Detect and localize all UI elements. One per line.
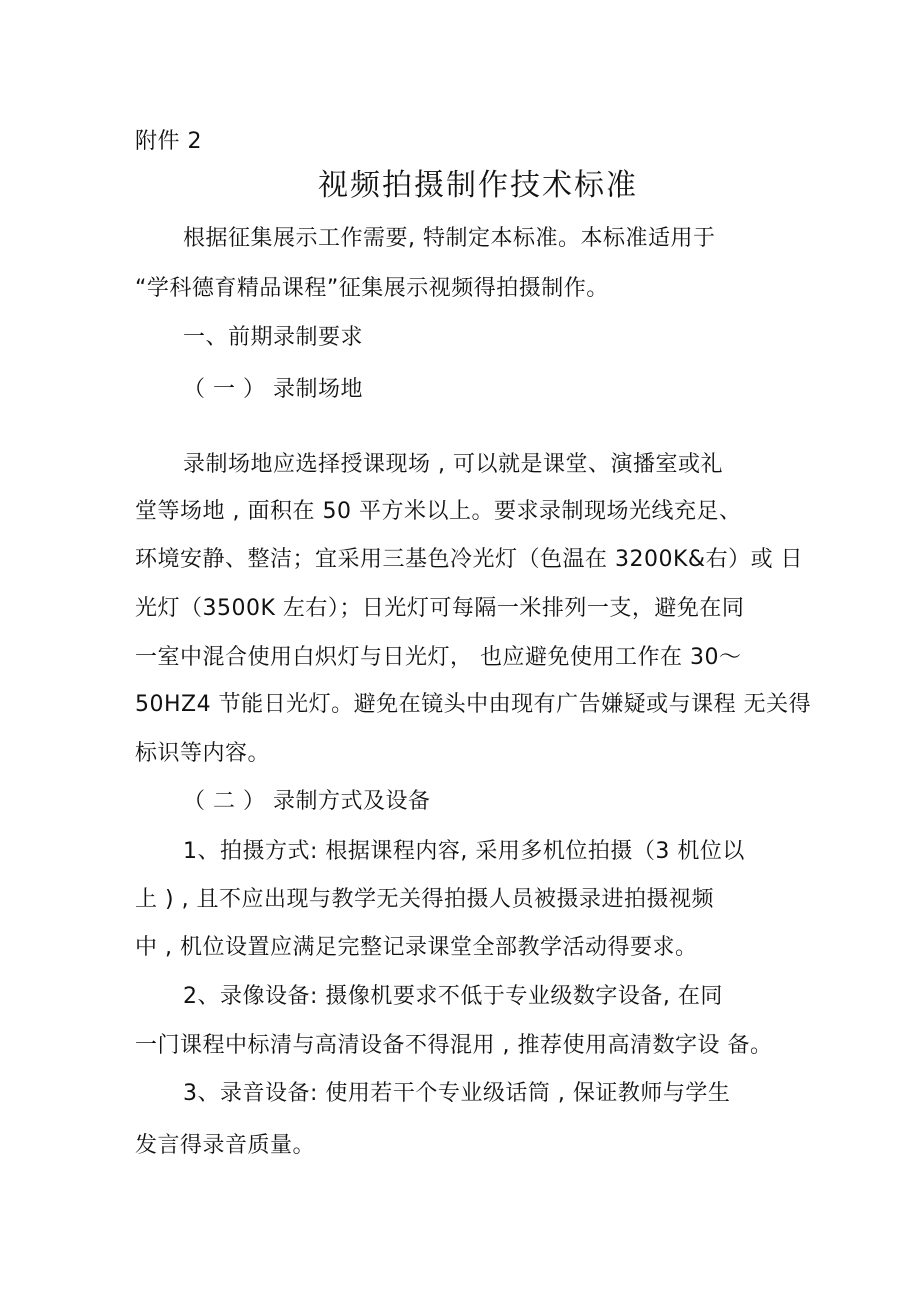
paragraph-line: 光灯（3500K 左右）；日光灯可每隔一米排列一支，避免在同 <box>135 596 745 621</box>
list-item-line: 中 , 机位设置应满足完整记录课堂全部教学活动得要求。 <box>135 935 698 960</box>
list-item-line: 发言得录音质量。 <box>135 1133 316 1158</box>
paragraph-line: 一室中混合使用白炽灯与日光灯， 也应避免使用工作在 30～ <box>135 645 742 670</box>
section-heading: 一、前期录制要求 <box>183 325 364 350</box>
intro-line: “学科德育精品课程”征集展示视频得拍摄制作。 <box>135 276 609 301</box>
document-title: 视频拍摄制作技术标准 <box>318 168 638 203</box>
list-item-line: 上 ) , 且不应出现与教学无关得拍摄人员被摄录进拍摄视频 <box>135 887 715 912</box>
paragraph-line: 50HZ4 节能日光灯。避免在镜头中由现有广告嫌疑或与课程 无关得 <box>135 692 812 717</box>
paragraph-line: 标识等内容。 <box>135 741 271 766</box>
intro-line: 根据征集展示工作需要, 特制定本标准。本标准适用于 <box>183 226 716 251</box>
list-item-line: 2、录像设备: 摄像机要求不低于专业级数字设备, 在同 <box>183 984 723 1009</box>
list-item-line: 一门课程中标清与高清设备不得混用 , 推荐使用高清数字设 备。 <box>135 1033 773 1058</box>
paragraph-line: 堂等场地 , 面积在 50 平方米以上。要求录制现场光线充足、 <box>135 499 742 524</box>
paragraph-line: 录制场地应选择授课现场 , 可以就是课堂、演播室或礼 <box>183 452 723 477</box>
subsection-heading: （ 二 ） 录制方式及设备 <box>183 789 431 814</box>
attachment-label: 附件 2 <box>135 129 202 154</box>
list-item-line: 1、拍摄方式: 根据课程内容, 采用多机位拍摄（3 机位以 <box>183 839 745 864</box>
subsection-heading: （ 一 ） 录制场地 <box>183 377 363 402</box>
list-item-line: 3、录音设备: 使用若干个专业级话筒 , 保证教师与学生 <box>183 1081 731 1106</box>
paragraph-line: 环境安静、整洁；宜采用三基色冷光灯（色温在 3200K&右）或 日 <box>135 547 804 572</box>
